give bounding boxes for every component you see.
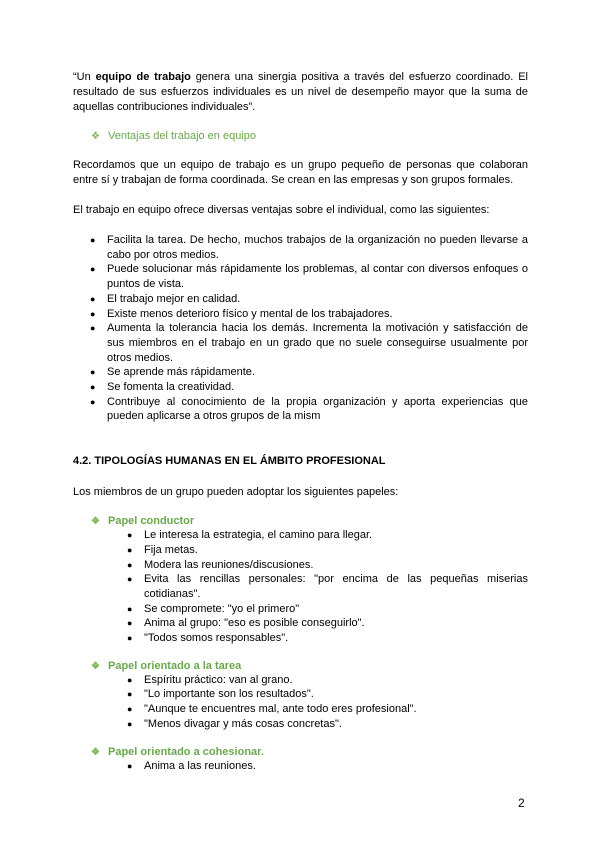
diamond-bullet-icon: ❖ <box>91 131 100 142</box>
bullet-icon: ● <box>90 264 96 275</box>
list-item <box>73 395 528 424</box>
list-item <box>73 292 528 307</box>
bullet-icon: ● <box>127 574 133 585</box>
list-item <box>73 631 528 646</box>
page-number: 2 <box>518 796 525 810</box>
bullet-icon: ● <box>127 704 133 715</box>
list-item <box>73 528 528 543</box>
list-item <box>73 702 528 717</box>
list-item-text: "Lo importante son los resultados". <box>144 688 314 701</box>
quote-open: “Un <box>73 71 96 83</box>
bullet-icon: ● <box>127 718 133 729</box>
list-item-text: Fija metas. <box>144 543 198 556</box>
list-item <box>73 673 528 688</box>
role-title <box>91 660 528 672</box>
bullet-icon: ● <box>127 674 133 685</box>
list-item <box>73 233 528 262</box>
list-item-text: "Menos divagar y más cosas concretas". <box>144 717 342 730</box>
role-block <box>73 746 528 774</box>
roles-container <box>73 515 528 773</box>
subtitle-text: Ventajas del trabajo en equipo <box>108 130 257 142</box>
list-item-text: Anima a las reuniones. <box>144 759 256 772</box>
list-item <box>73 321 528 365</box>
list-item-text: Puede solucionar más rápidamente los problemas, al contar con diversos enfoques o puntos de vista. <box>107 263 528 291</box>
list-item-text: "Todos somos responsables". <box>144 632 289 645</box>
list-item <box>73 262 528 291</box>
list-item <box>73 759 528 774</box>
bullet-icon: ● <box>127 760 133 771</box>
paragraph-definition: Recordamos que un equipo de trabajo es un grupo pequeño de personas que colaboran entre sí y trabajan de forma coordinada. Se crean en las empresas y son grupos formales. <box>73 159 528 186</box>
paragraph-advantages-intro: El trabajo en equipo ofrece diversas ventajas sobre el individual, como las siguientes: <box>73 204 490 216</box>
quote-paragraph <box>73 70 528 115</box>
role-items-list <box>73 528 528 646</box>
bullet-icon: ● <box>90 308 96 319</box>
diamond-bullet-icon: ❖ <box>91 746 100 758</box>
list-item-text: Le interesa la estrategia, el camino para llegar. <box>144 529 373 542</box>
subtitle-ventajas <box>91 130 528 142</box>
bullet-icon: ● <box>127 618 133 629</box>
role-title <box>91 515 528 527</box>
list-item <box>73 616 528 631</box>
list-item-text: Facilita la tarea. De hecho, muchos trabajos de la organización no pueden llevarse a cabo por otros medios. <box>107 234 528 261</box>
list-item-text: Espíritu práctico: van al grano. <box>144 673 293 686</box>
quote-bold-term: equipo de trabajo <box>95 71 191 83</box>
list-item-text: Modera las reuniones/discusiones. <box>144 558 314 571</box>
list-item <box>73 307 528 322</box>
bullet-icon: ● <box>127 530 133 541</box>
roles-intro: Los miembros de un grupo pueden adoptar los siguientes papeles: <box>73 486 399 499</box>
role-title-text: Papel orientado a la tarea <box>108 659 242 672</box>
bullet-icon: ● <box>90 396 96 407</box>
bullet-icon: ● <box>90 382 96 393</box>
list-item <box>73 687 528 702</box>
list-item-text: Aumenta la tolerancia hacia los demás. Incrementa la motivación y satisfacción de sus miembros en el trabajo en un grado que no suele conseguirse usualmente por otros medios. <box>107 322 528 364</box>
quote-rest: genera una sinergia positiva a través del esfuerzo coordinado. El resultado de sus esfuerzos individuales es un nivel de desempeño mayor que la suma de aquellas contribuciones individuales”. <box>73 71 528 113</box>
bullet-icon: ● <box>127 559 133 570</box>
bullet-icon: ● <box>127 633 133 644</box>
bullet-icon: ● <box>90 367 96 378</box>
list-item-text: Se fomenta la creatividad. <box>107 381 235 394</box>
list-item-text: Contribuye al conocimiento de la propia organización y aporta experiencias que pueden aplicarse a otros grupos de la mism <box>107 395 528 423</box>
list-item <box>73 543 528 558</box>
list-item <box>73 558 528 573</box>
list-item-text: El trabajo mejor en calidad. <box>107 292 241 305</box>
bullet-icon: ● <box>90 235 96 245</box>
role-block <box>73 660 528 732</box>
bullet-icon: ● <box>127 544 133 555</box>
role-title-text: Papel orientado a cohesionar. <box>108 745 264 758</box>
list-item <box>73 717 528 732</box>
diamond-bullet-icon: ❖ <box>91 516 100 528</box>
list-item-text: Anima al grupo: "eso es posible conseguirlo". <box>144 617 365 630</box>
bullet-icon: ● <box>90 293 96 304</box>
document-page <box>73 70 528 787</box>
list-item <box>73 602 528 617</box>
list-item <box>73 380 528 395</box>
bullet-icon: ● <box>127 689 133 700</box>
role-title-text: Papel conductor <box>108 515 195 528</box>
list-item-text: "Aunque te encuentres mal, ante todo eres profesional". <box>144 703 417 716</box>
role-items-list <box>73 673 528 732</box>
list-item-text: Se aprende más rápidamente. <box>107 366 255 379</box>
list-item <box>73 365 528 380</box>
diamond-bullet-icon: ❖ <box>91 660 100 672</box>
role-items-list <box>73 759 528 774</box>
section-heading: 4.2. TIPOLOGÍAS HUMANAS EN EL ÁMBITO PROFESIONAL <box>73 455 386 468</box>
list-item-text: Existe menos deterioro físico y mental de los trabajadores. <box>107 307 393 320</box>
advantages-list <box>73 233 528 424</box>
bullet-icon: ● <box>90 323 96 334</box>
list-item <box>73 572 528 601</box>
bullet-icon: ● <box>127 603 133 614</box>
role-block <box>73 515 528 646</box>
list-item-text: Evita las rencillas personales: "por encima de las pequeñas miserias cotidianas". <box>144 573 528 600</box>
role-title <box>91 746 528 758</box>
list-item-text: Se compromete: "yo el primero" <box>144 602 300 615</box>
